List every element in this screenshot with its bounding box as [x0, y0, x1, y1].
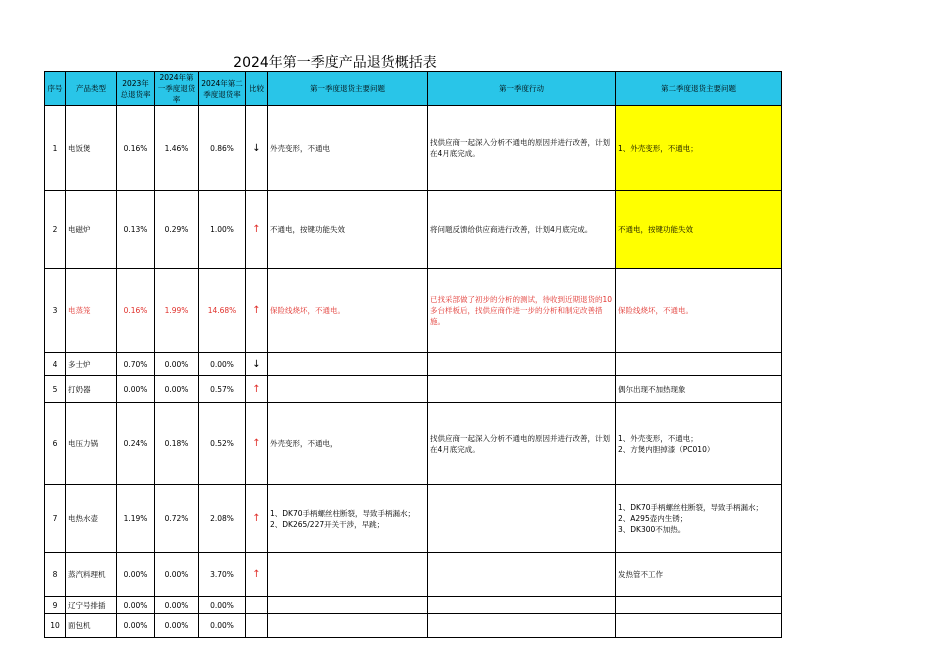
cell-rate2024q2: 0.00%	[199, 597, 246, 614]
cell-seq: 10	[45, 614, 66, 638]
header-seq: 序号	[45, 72, 66, 106]
cell-q2issues: 保险线烧坏，不通电。	[616, 269, 782, 353]
header-rate2023: 2023年总退货率	[117, 72, 155, 106]
cell-q1issues: 不通电，按键功能失效	[268, 191, 428, 269]
cell-rate2023: 1.19%	[117, 485, 155, 553]
cell-rate2024q2: 3.70%	[199, 553, 246, 597]
cell-rate2023: 0.16%	[117, 106, 155, 191]
cell-compare	[246, 597, 268, 614]
cell-q2issues: 发热管不工作	[616, 553, 782, 597]
cell-rate2023: 0.24%	[117, 403, 155, 485]
cell-seq: 1	[45, 106, 66, 191]
cell-q2issues	[616, 614, 782, 638]
cell-q1action	[428, 353, 616, 376]
cell-rate2023: 0.16%	[117, 269, 155, 353]
cell-type: 电蒸笼	[66, 269, 117, 353]
cell-q1issues: 外壳变形，不通电	[268, 106, 428, 191]
header-q1issues: 第一季度退货主要问题	[268, 72, 428, 106]
table-row	[45, 403, 782, 485]
cell-rate2023: 0.00%	[117, 614, 155, 638]
cell-seq: 4	[45, 353, 66, 376]
cell-seq: 9	[45, 597, 66, 614]
header-rate2024q2: 2024年第二季度退货率	[199, 72, 246, 106]
cell-rate2024q1: 0.00%	[155, 353, 199, 376]
trend-up-icon: ↑	[246, 403, 268, 485]
cell-type: 电磁炉	[66, 191, 117, 269]
cell-type: 电压力锅	[66, 403, 117, 485]
cell-seq: 5	[45, 376, 66, 403]
cell-q2issues: 1、DK70手柄螺丝柱断裂，导致手柄漏水； 2、A295壶内生锈； 3、DK300不加热。	[616, 485, 782, 553]
cell-q1issues	[268, 597, 428, 614]
cell-q2issues: 1、外壳变形，不通电；	[616, 106, 782, 191]
cell-type: 蒸汽料理机	[66, 553, 117, 597]
cell-rate2024q2: 0.00%	[199, 353, 246, 376]
cell-q2issues: 1、外壳变形，不通电； 2、方煲内胆掉漆（PC010）	[616, 403, 782, 485]
cell-q1issues	[268, 553, 428, 597]
trend-up-icon: ↑	[246, 376, 268, 403]
cell-q1action	[428, 376, 616, 403]
cell-q2issues	[616, 353, 782, 376]
cell-q2issues: 偶尔出现不加热现象	[616, 376, 782, 403]
cell-rate2024q1: 0.00%	[155, 553, 199, 597]
cell-rate2024q2: 2.08%	[199, 485, 246, 553]
cell-rate2024q1: 0.00%	[155, 376, 199, 403]
table-row	[45, 614, 782, 638]
cell-q1issues	[268, 614, 428, 638]
returns-table	[44, 71, 782, 638]
cell-type: 电热水壶	[66, 485, 117, 553]
cell-q1issues: 保险线烧坏，不通电。	[268, 269, 428, 353]
cell-seq: 2	[45, 191, 66, 269]
cell-q1action: 找供应商一起深入分析不通电的原因并进行改善，计划在4月底完成。	[428, 403, 616, 485]
cell-q2issues	[616, 597, 782, 614]
cell-rate2024q1: 0.72%	[155, 485, 199, 553]
trend-up-icon: ↑	[246, 269, 268, 353]
cell-seq: 7	[45, 485, 66, 553]
cell-q1issues	[268, 376, 428, 403]
cell-q1action	[428, 485, 616, 553]
cell-rate2024q2: 0.86%	[199, 106, 246, 191]
cell-q1action: 找供应商一起深入分析不通电的原因并进行改善，计划在4月底完成。	[428, 106, 616, 191]
cell-type: 面包机	[66, 614, 117, 638]
header-type: 产品类型	[66, 72, 117, 106]
cell-q1action: 将问题反馈给供应商进行改善，计划4月底完成。	[428, 191, 616, 269]
cell-seq: 6	[45, 403, 66, 485]
trend-down-icon: ↓	[246, 106, 268, 191]
header-row	[45, 72, 782, 106]
cell-q1action: 已找采部做了初步的分析的测试，待收到近期退货的10多台样板后，找供应商作进一步的分析和制定改善措施。	[428, 269, 616, 353]
cell-rate2024q1: 0.18%	[155, 403, 199, 485]
cell-compare	[246, 614, 268, 638]
cell-q1action	[428, 614, 616, 638]
table-row	[45, 485, 782, 553]
table-row	[45, 106, 782, 191]
cell-rate2024q2: 0.52%	[199, 403, 246, 485]
trend-up-icon: ↑	[246, 553, 268, 597]
header-rate2024q1: 2024年第一季度退货率	[155, 72, 199, 106]
cell-rate2024q1: 1.99%	[155, 269, 199, 353]
cell-rate2024q2: 0.00%	[199, 614, 246, 638]
cell-q1issues: 1、DK70手柄螺丝柱断裂，导致手柄漏水； 2、DK265/227开关干涉，早跳；	[268, 485, 428, 553]
trend-up-icon: ↑	[246, 191, 268, 269]
trend-up-icon: ↑	[246, 485, 268, 553]
cell-rate2024q2: 14.68%	[199, 269, 246, 353]
cell-rate2024q1: 0.29%	[155, 191, 199, 269]
cell-rate2024q1: 1.46%	[155, 106, 199, 191]
cell-q2issues: 不通电，按键功能失效	[616, 191, 782, 269]
cell-rate2024q1: 0.00%	[155, 614, 199, 638]
cell-type: 多士炉	[66, 353, 117, 376]
table-row	[45, 553, 782, 597]
cell-type: 打奶器	[66, 376, 117, 403]
cell-q1issues	[268, 353, 428, 376]
cell-rate2023: 0.70%	[117, 353, 155, 376]
table-row	[45, 376, 782, 403]
table-row	[45, 269, 782, 353]
cell-type: 辽宁号排插	[66, 597, 117, 614]
cell-q1action	[428, 553, 616, 597]
cell-rate2023: 0.00%	[117, 376, 155, 403]
cell-seq: 3	[45, 269, 66, 353]
header-q1action: 第一季度行动	[428, 72, 616, 106]
cell-q1action	[428, 597, 616, 614]
cell-rate2024q1: 0.00%	[155, 597, 199, 614]
table-row	[45, 191, 782, 269]
cell-rate2024q2: 0.57%	[199, 376, 246, 403]
cell-rate2023: 0.13%	[117, 191, 155, 269]
cell-rate2023: 0.00%	[117, 597, 155, 614]
header-compare: 比较	[246, 72, 268, 106]
cell-type: 电饭煲	[66, 106, 117, 191]
page-title: 2024年第一季度产品退货概括表	[233, 55, 437, 71]
cell-q1issues: 外壳变形，不通电，	[268, 403, 428, 485]
cell-rate2023: 0.00%	[117, 553, 155, 597]
cell-seq: 8	[45, 553, 66, 597]
table-row	[45, 353, 782, 376]
table-row	[45, 597, 782, 614]
cell-rate2024q2: 1.00%	[199, 191, 246, 269]
header-q2issues: 第二季度退货主要问题	[616, 72, 782, 106]
trend-down-icon: ↓	[246, 353, 268, 376]
